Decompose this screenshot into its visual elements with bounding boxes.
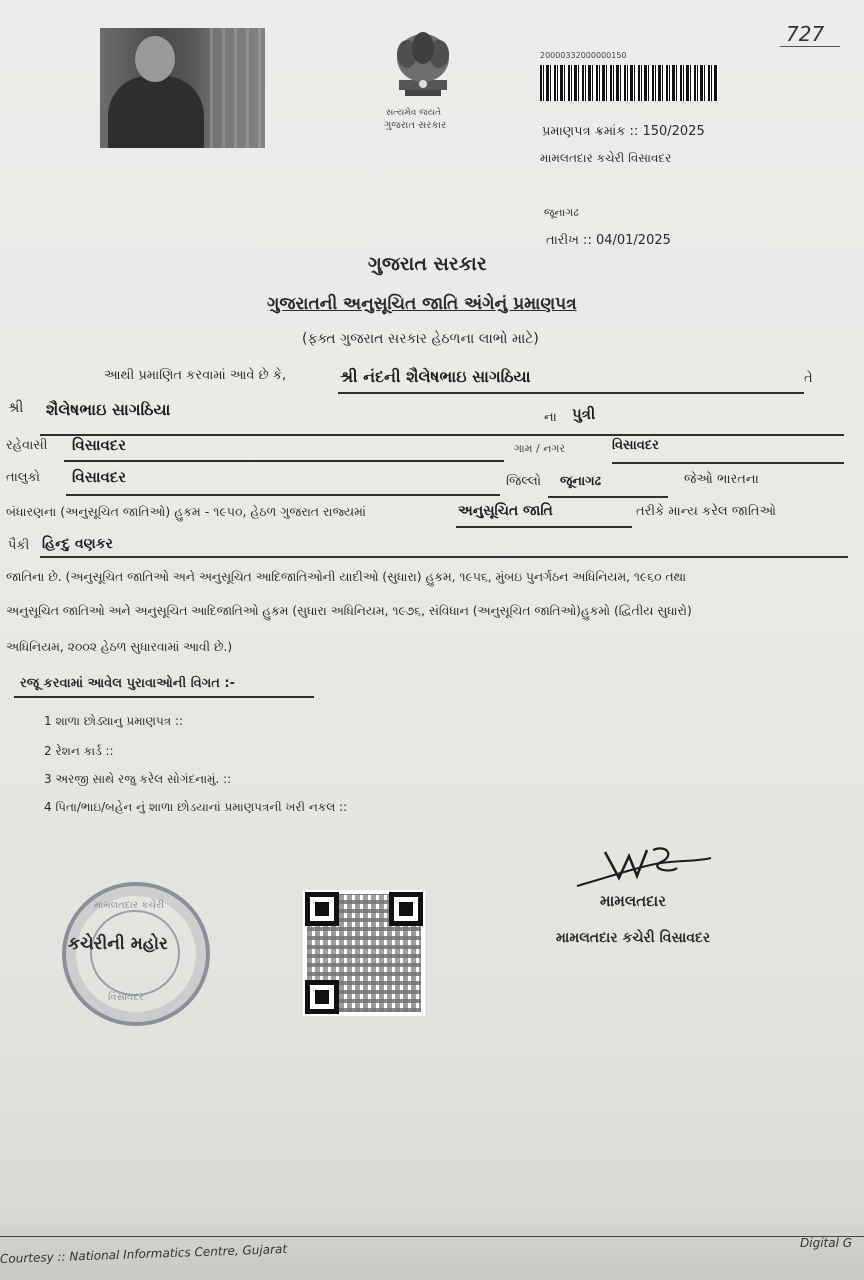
village-value: વિસાવદર [612, 438, 659, 453]
taluka-label: તાલુકો [6, 470, 41, 485]
footer-rule [0, 1236, 864, 1237]
jeo-label: જેઓ ભારતના [684, 472, 759, 487]
district-value: જૂનાગઢ [560, 474, 602, 489]
village-label: ગામ / નગર [514, 442, 566, 455]
certificate-subtitle: (ફક્ત ગુજરાત સરકાર હેઠળના લાભો માટે) [302, 331, 539, 347]
evidence-heading: રજૂ કરવામાં આવેલ પુરાવાઓની વિગત :- [20, 676, 235, 691]
footer-digital: Digital G [800, 1236, 853, 1250]
evidence-item: 4 પિતા/ભાઇ/બહેન નું શાળા છોડયાનાં પ્રમાણપત્રની ખરી નકલ :: [44, 800, 348, 814]
evidence-item: 1 શાળા છોડ્યાનુ પ્રમાણપત્ર :: [44, 714, 184, 728]
te-label: તે [804, 371, 813, 386]
signatory-office: મામલતદાર કચેરી વિસાવદર [556, 930, 711, 946]
constitution-text: બંધારણના (અનુસૂચિત જાતિઓ) હુકમ - ૧૯૫૦, હેઠળ ગુજરાત રાજ્યમાં [6, 504, 366, 519]
issuing-office: મામલતદાર કચેરી વિસાવદર [540, 151, 672, 165]
signatory-title: મામલતદાર [600, 892, 666, 910]
relation: પુત્રી [572, 405, 596, 423]
certificate-number: પ્રમાણપત્ર ક્રમાંક :: 150/2025 [542, 124, 705, 139]
taluka-value: વિસાવદર [72, 468, 127, 486]
barcode [540, 65, 718, 101]
evidence-item: 3 અરજી સાથે રજુ કરેલ સોગંદનામું. :: [44, 772, 232, 786]
state-emblem-icon [385, 20, 461, 112]
district-label: જિલ્લો [506, 474, 542, 489]
evidence-item: 2 રેશન કાર્ડ :: [44, 744, 114, 758]
category-line [456, 526, 632, 528]
corner-number-underline [780, 46, 840, 47]
legal-paragraph-line-3: અધિનિયમ, ૨૦૦૨ હેઠળ સુધારવામાં આવી છે.) [6, 640, 233, 654]
taluka-line [66, 494, 500, 496]
shri-label: શ્રી [8, 400, 24, 416]
footer-courtesy: Courtesy :: National Informatics Centre, Gujarat [0, 1241, 288, 1266]
applicant-photo [100, 28, 265, 148]
na-label: ના [544, 410, 557, 425]
government-title: ગુજરાત સરકાર [368, 253, 487, 275]
emblem-caption-2: ગુજરાત સરકાર [384, 120, 447, 131]
village-line [612, 462, 844, 464]
seal-ring-bottom: વિસાવદર [108, 992, 145, 1003]
office-seal [62, 882, 210, 1026]
seal-label: કચેરીની મહોર [68, 934, 168, 954]
paiki-label: પૈકી [8, 538, 30, 553]
corner-number: 727 [786, 22, 825, 46]
resident-label: રહેવાસી [6, 438, 48, 453]
seal-ring-top: મામલતદાર કચેરી [94, 900, 165, 911]
applicant-name: શ્રી નંદની શૈલેષભાઇ સાગઠિયા [340, 367, 531, 386]
issue-date: તારીખ :: 04/01/2025 [546, 233, 671, 248]
caste-line [40, 556, 848, 558]
resident-line [64, 460, 504, 462]
emblem-caption-1: સત્યમેવ જયતે [386, 108, 442, 118]
category-value: અનુસૂચિત જાતિ [458, 503, 553, 519]
father-name-line [40, 434, 844, 436]
recognized-label: તરીકે માન્ય કરેલ જાતિઓ [636, 504, 777, 519]
certify-prefix: આથી પ્રમાણિત કરવામાં આવે છે કે, [104, 368, 287, 383]
issuing-district: જૂનાગઢ [544, 206, 579, 219]
father-name: શૈલેષભાઇ સાગઠિયા [46, 400, 171, 419]
certificate-title: ગુજરાતની અનુસૂચિત જાતિ અંગેનું પ્રમાણપત્ર [267, 294, 577, 314]
legal-paragraph-line-1: જાતિના છે. (અનુસૂચિત જાતિઓ અને અનુસૂચિત આદિજાતિઓની યાદીઓ (સુધારા) હુકમ, ૧૯૫૬, મુંબઇ પુનર્ગઠન અધિનિયમ, ૧૯૬૦ તથા [6, 570, 686, 584]
qr-code [303, 890, 425, 1016]
resident-value: વિસાવદર [72, 436, 127, 454]
applicant-name-line [338, 392, 804, 394]
evidence-heading-underline [14, 696, 314, 698]
barcode-number: 20000332000000150 [540, 51, 627, 60]
caste-value: હિન્દુ વણકર [42, 536, 113, 552]
signature [575, 838, 715, 898]
legal-paragraph-line-2: અનુસૂચિત જાતિઓ અને અનુસૂચિત આદિજાતિઓ હુકમ (સુધારા અધિનિયમ, ૧૯૭૬, સંવિધાન (અનુસૂચિત જાતિઓ)હુકમો (દ્વિતીય સુધારો) [6, 604, 692, 618]
district-line [548, 496, 668, 498]
